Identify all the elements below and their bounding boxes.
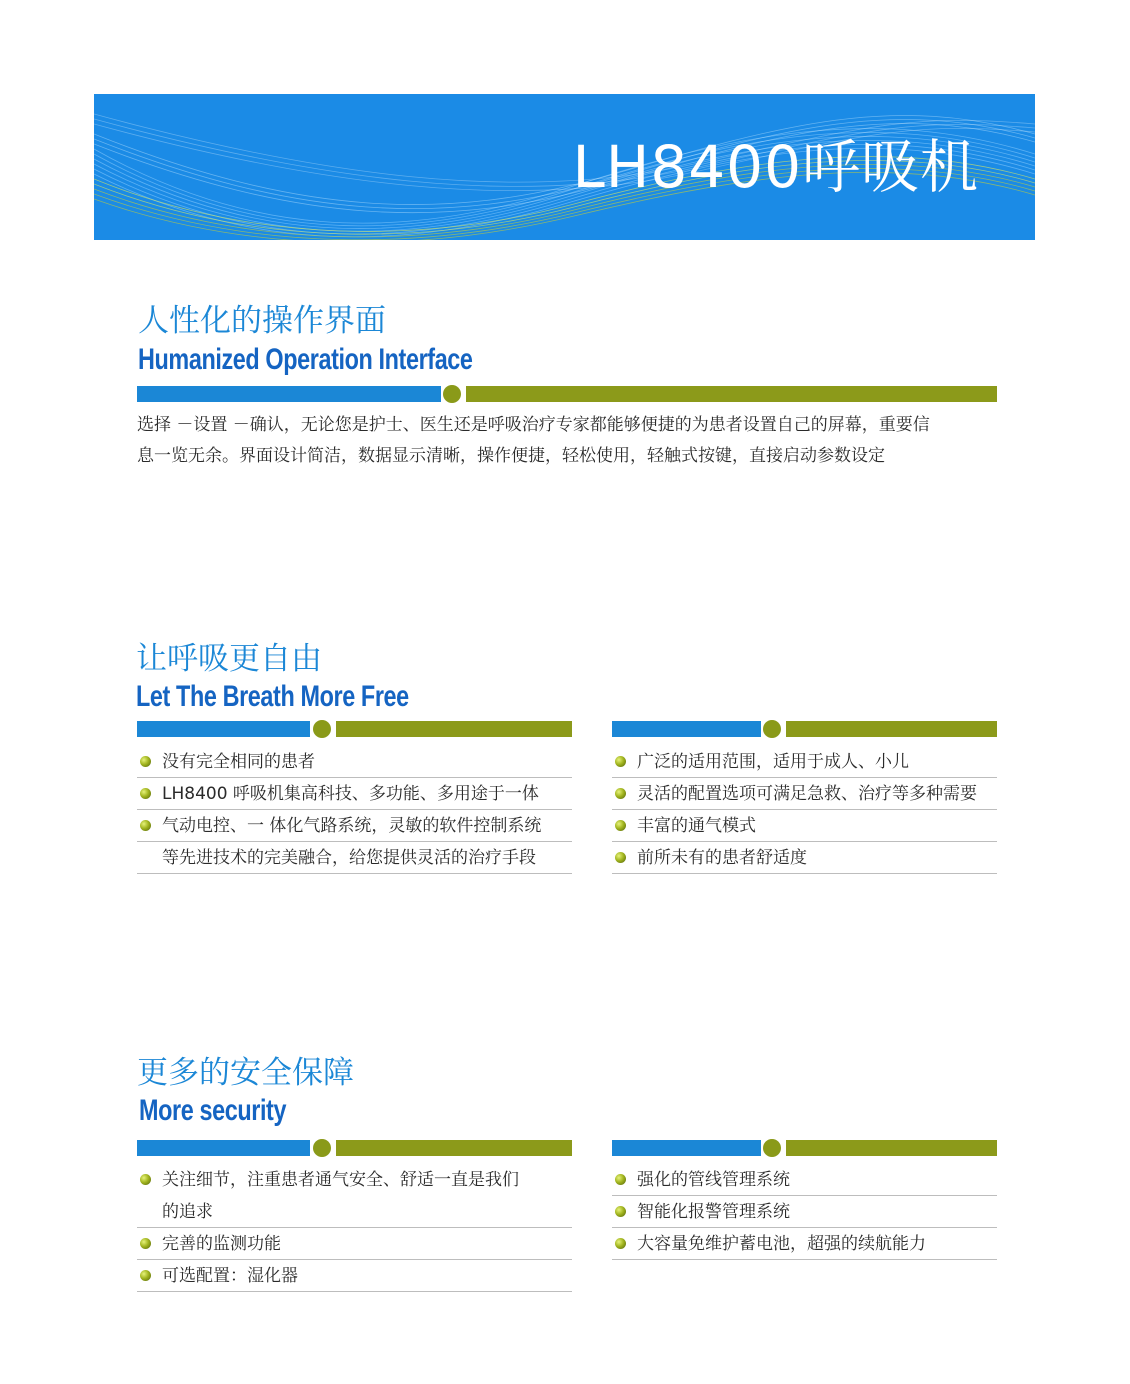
list-item-text: 丰富的通气模式 [637,816,756,836]
list-item [612,810,997,842]
section-title-breath-cn: 让呼吸更自由 [136,641,322,677]
breath-feature-list-right [612,746,997,874]
product-title: LH8400呼吸机 [572,133,979,201]
section-title-interface-en: Humanized Operation Interface [138,343,473,376]
divider-olive-segment [786,1140,997,1156]
divider-blue-segment [137,1140,310,1156]
interface-description-line-1: 选择 －设置 －确认，无论您是护士、医生还是呼吸治疗专家都能够便捷的为患者设置自己的屏幕，重要信 [137,415,930,435]
list-item-text: 强化的管线管理系统 [637,1170,790,1190]
list-item-text: 的追求 [162,1202,213,1222]
list-item-text: LH8400 呼吸机集高科技、多功能、多用途于一体 [162,784,539,804]
divider-olive-segment [786,721,997,737]
security-feature-list-right [612,1164,997,1260]
divider-dot [763,720,781,738]
section-divider-security-right [612,1140,997,1156]
bullet-icon [615,1206,626,1217]
list-item [612,778,997,810]
list-item-text: 等先进技术的完美融合，给您提供灵活的治疗手段 [162,848,536,868]
list-item [612,1196,997,1228]
divider-blue-segment [137,386,441,402]
section-divider-breath-right [612,721,997,737]
list-item-continuation [137,842,572,874]
bullet-icon [140,1270,151,1281]
list-item [612,746,997,778]
bullet-icon [140,1238,151,1249]
list-item [612,1228,997,1260]
bullet-icon [140,1174,151,1185]
list-item [137,1164,572,1196]
divider-olive-segment [336,721,572,737]
list-item-text: 广泛的适用范围，适用于成人、小儿 [637,752,909,772]
list-item [137,810,572,842]
list-item-text: 气动电控、一 体化气路系统，灵敏的软件控制系统 [162,816,542,836]
bullet-icon [615,820,626,831]
interface-description-line-2: 息一览无余。界面设计简洁，数据显示清晰，操作便捷，轻松使用，轻触式按键，直接启动参数设定 [137,446,885,466]
header-banner [94,94,1035,240]
list-item-text: 前所未有的患者舒适度 [637,848,807,868]
list-item-text: 可选配置：湿化器 [162,1266,298,1286]
breath-feature-list-left [137,746,572,874]
divider-dot [313,720,331,738]
list-item-text: 灵活的配置选项可满足急救、治疗等多种需要 [637,784,977,804]
divider-dot [443,385,461,403]
list-item-text: 没有完全相同的患者 [162,752,315,772]
list-item [137,746,572,778]
divider-dot [313,1139,331,1157]
divider-blue-segment [612,1140,761,1156]
divider-olive-segment [336,1140,572,1156]
section-title-interface-cn: 人性化的操作界面 [138,303,386,339]
divider-olive-segment [466,386,997,402]
section-title-breath-en: Let The Breath More Free [136,680,409,713]
section-divider-interface [137,386,997,402]
list-item-text: 关注细节，注重患者通气安全、舒适一直是我们 [162,1170,519,1190]
list-item-text: 完善的监测功能 [162,1234,281,1254]
divider-blue-segment [137,721,310,737]
bullet-icon [615,788,626,799]
divider-dot [763,1139,781,1157]
list-item-text: 智能化报警管理系统 [637,1202,790,1222]
bullet-icon [615,1238,626,1249]
bullet-icon [615,1174,626,1185]
list-item [137,1260,572,1292]
bullet-icon [140,820,151,831]
section-title-security-cn: 更多的安全保障 [137,1055,354,1091]
list-item [137,1228,572,1260]
section-divider-breath-left [137,721,572,737]
divider-blue-segment [612,721,761,737]
security-feature-list-left [137,1164,572,1292]
section-title-security-en: More security [139,1094,287,1127]
interface-description [137,410,1007,472]
bullet-icon [615,756,626,767]
list-item-text: 大容量免维护蓄电池，超强的续航能力 [637,1234,926,1254]
section-divider-security-left [137,1140,572,1156]
bullet-icon [615,852,626,863]
bullet-icon [140,788,151,799]
list-item [137,778,572,810]
list-item-continuation [137,1196,572,1228]
list-item [612,1164,997,1196]
bullet-icon [140,756,151,767]
list-item [612,842,997,874]
